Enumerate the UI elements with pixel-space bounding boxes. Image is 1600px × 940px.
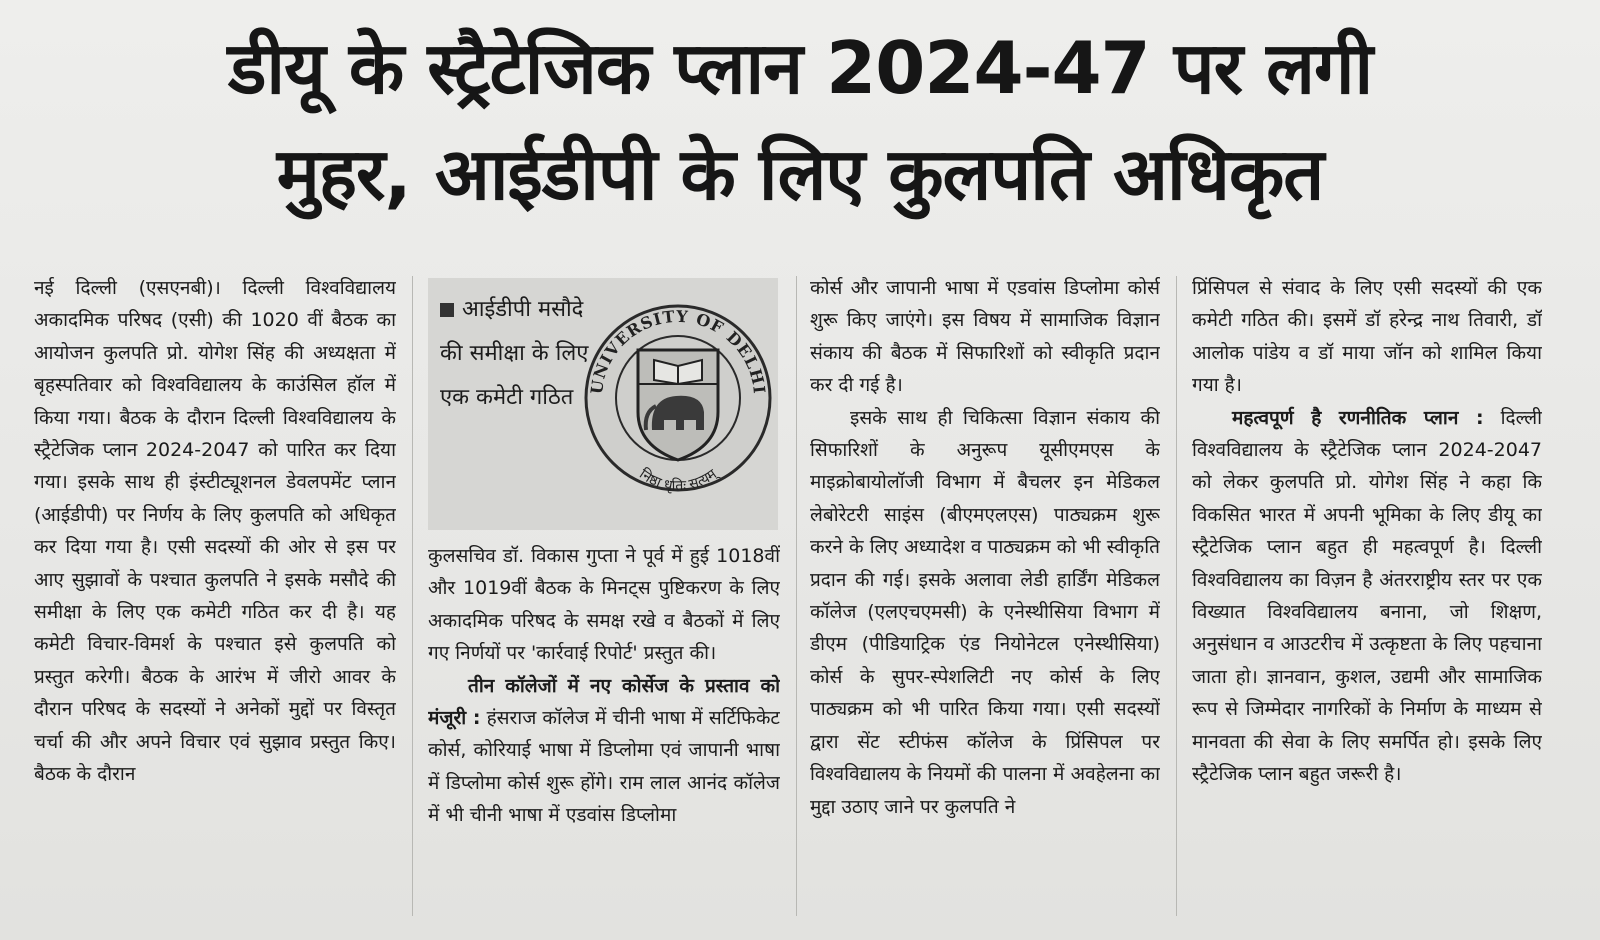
- article-column-1: [34, 272, 396, 922]
- headline-line-1: डीयू के स्ट्रैटेजिक प्लान 2024-47 पर लगी: [227, 26, 1373, 110]
- article-paragraph: प्रिंसिपल से संवाद के लिए एसी सदस्यों की एक कमेटी गठित की। इसमें डॉ हरेन्द्र नाथ तिवारी, डॉ आलोक पांडेय व डॉ माया जॉन को शामिल किया गया है।: [1192, 277, 1542, 397]
- article-column-4: [1192, 272, 1542, 922]
- subheading: तीन कॉलेजों में नए कोर्सेज के प्रस्ताव को मंजूरी :: [428, 674, 780, 730]
- logo-text-bottom: निष्ठा धृतिः सत्यम्: [636, 466, 720, 495]
- boxout-panel: [428, 278, 778, 530]
- boxout-caption: [440, 288, 590, 420]
- article-text: हंसराज कॉलेज में चीनी भाषा में सर्टिफिकेट कोर्स, कोरियाई भाषा में डिप्लोमा एवं जापानी भाषा में डिप्लोमा कोर्स शुरू होंगे। राम लाल आनंद कॉलेज में भी चीनी भाषा में एडवांस डिप्लोमा: [428, 707, 780, 827]
- article-paragraph: नई दिल्ली (एसएनबी)। दिल्ली विश्वविद्यालय अकादमिक परिषद (एसी) की 1020 वीं बैठक का आयोजन कुलपति प्रो. योगेश सिंह की अध्यक्षता में बृहस्पतिवार को विश्वविद्यालय के काउंसिल हॉल में किया गया। बैठक के दौरान दिल्ली विश्वविद्यालय के स्ट्रैटेजिक प्लान 2024-2047 को पारित कर दिया गया। इसके साथ ही इंस्टीट्यूशनल डेवलपमेंट प्लान (आईडीपी) पर निर्णय के लिए कुलपति को अधिकृत कर दिया गया है। एसी सदस्यों की ओर से इस पर आए सुझावों के पश्चात कुलपति ने इसके मसौदे की समीक्षा के लिए एक कमेटी गठित कर दी है। यह कमेटी विचार-विमर्श के पश्चात इसे कुलपति को प्रस्तुत करेगी। बैठक के आरंभ में जीरो आवर के दौरान परिषद के सदस्यों ने अनेकों मुद्दों पर विस्तृत चर्चा की और अपने विचार एवं सुझाव प्रस्तुत किए। बैठक के दौरान: [34, 277, 396, 786]
- article-paragraph: कोर्स और जापानी भाषा में एडवांस डिप्लोमा कोर्स शुरू किए जाएंगे। इस विषय में सामाजिक विज्ञान संकाय की बैठक में सिफारिशों को स्वीकृति प्रदान कर दी गई है।: [810, 277, 1160, 397]
- subheading: महत्वपूर्ण है रणनीतिक प्लान :: [1232, 406, 1484, 429]
- headline: [40, 18, 1560, 224]
- bullet-square-icon: [440, 303, 454, 317]
- column-rule: [1176, 276, 1177, 916]
- article-paragraph: [1192, 402, 1542, 791]
- article-paragraph: इसके साथ ही चिकित्सा विज्ञान संकाय की सिफारिशों के अनुरूप यूसीएमएस के माइक्रोबायोलॉजी विभाग में बैचलर इन मेडिकल लेबोरेटरी साइंस (बीएमएलएस) पाठ्यक्रम शुरू करने के लिए अध्यादेश व पाठ्यक्रम को भी स्वीकृति प्रदान की गई। इसके अलावा लेडी हार्डिंग मेडिकल कॉलेज (एलएचएमसी) के एनेस्थीसिया विभाग में डीएम (पीडियाट्रिक एंड नियोनेटल एनेस्थीसिया) कोर्स के सुपर-स्पेशलिटी नए कोर्स के लिए पाठ्यक्रम को भी पारित किया गया। एसी सदस्यों द्वारा सेंट स्टीफंस कॉलेज के प्रिंसिपल पर विश्वविद्यालय के नियमों की पालना में अवहेलना का मुद्दा उठाए जाने पर कुलपति ने: [810, 406, 1160, 818]
- article-column-3: [810, 272, 1160, 922]
- article-text: दिल्ली विश्वविद्यालय के स्ट्रैटेजिक प्लान 2024-2047 को लेकर कुलपति प्रो. योगेश सिंह ने कहा कि विकसित भारत में अपनी भूमिका के लिए डीयू का स्ट्रैटेजिक प्लान बहुत ही महत्वपूर्ण है। दिल्ली विश्वविद्यालय का विज़न है अंतरराष्ट्रीय स्तर पर एक विख्यात विश्वविद्यालय बनाना, जो शिक्षण, अनुसंधान व आउटरीच में उत्कृष्टता के लिए पहचाना जाता हो। ज्ञानवान, कुशल, उद्यमी और सामाजिक रूप से जिम्मेदार नागरिकों के निर्माण के माध्यम से मानवता की सेवा के लिए समर्पित हो। इसके लिए स्ट्रैटेजिक प्लान बहुत जरूरी है।: [1192, 406, 1542, 786]
- university-of-delhi-logo: [580, 280, 776, 520]
- logo-text-top: UNIVERSITY OF DELHI: [586, 306, 769, 396]
- article-paragraph: कुलसचिव डॉ. विकास गुप्ता ने पूर्व में हुई 1018वीं और 1019वीं बैठक के मिनट्स पुष्टिकरण के लिए अकादमिक परिषद के समक्ष रखे व बैठकों में लिए गए निर्णयों पर 'कार्रवाई रिपोर्ट' प्रस्तुत की।: [428, 545, 780, 665]
- column-rule: [412, 276, 413, 916]
- boxout-text: आईडीपी मसौदे की समीक्षा के लिए एक कमेटी गठित: [440, 297, 589, 410]
- article-column-2: [428, 540, 780, 920]
- column-rule: [796, 276, 797, 916]
- article-paragraph: [428, 670, 780, 832]
- headline-line-2: मुहर, आईडीपी के लिए कुलपति अधिकृत: [276, 132, 1324, 216]
